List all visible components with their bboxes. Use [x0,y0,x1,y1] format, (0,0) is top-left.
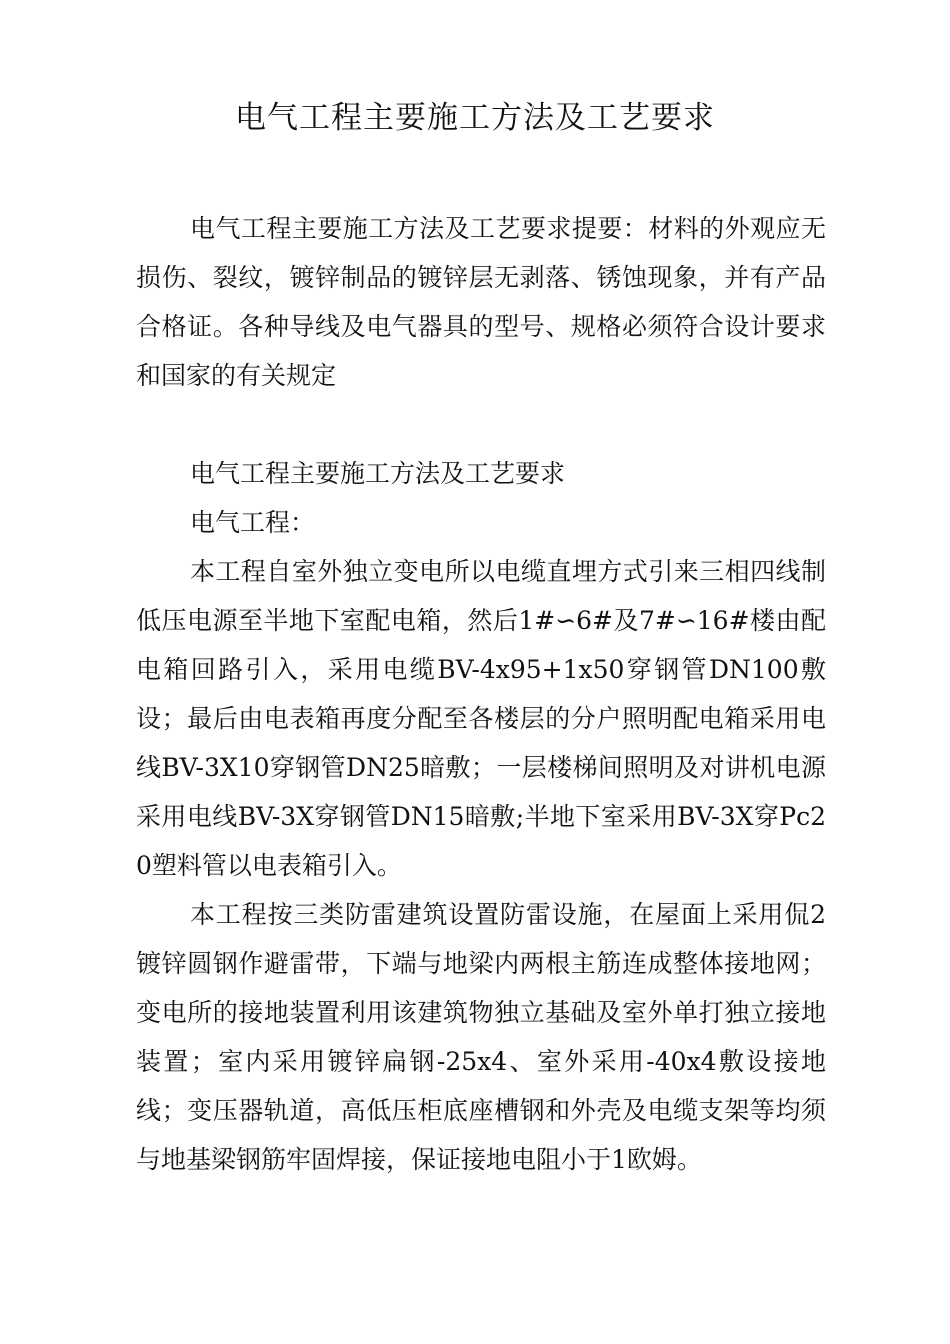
power-supply-paragraph: 本工程自室外独立变电所以电缆直埋方式引来三相四线制低压电源至半地下室配电箱，然后1#∽6#及7#∽16#楼由配电箱回路引入，采用电缆BV-4x95+1x50穿钢管DN100敷设；最后由电表箱再度分配至各楼层的分户照明配电箱采用电线BV-3X10穿钢管DN25暗敷；一层楼梯间照明及对讲机电源采用电线BV-3X穿钢管DN15暗敷;半地下室采用BV-3X穿Pc20塑料管以电表箱引入。 [136,557,826,880]
section-heading: 电气工程主要施工方法及工艺要求 [190,459,566,488]
summary-paragraph: 电气工程主要施工方法及工艺要求提要：材料的外观应无损伤、裂纹，镀锌制品的镀锌层无剥落、锈蚀现象，并有产品合格证。各种导线及电气器具的型号、规格必须符合设计要求和国家的有关规定 [136,214,826,390]
lightning-protection-paragraph: 本工程按三类防雷建筑设置防雷设施，在屋面上采用侃2镀锌圆钢作避雷带，下端与地梁内两根主筋连成整体接地网；变电所的接地装置利用该建筑物独立基础及室外单打独立接地装置；室内采用镀锌扁钢-25x4、室外采用-40x4敷设接地线；变压器轨道，高低压柜底座槽钢和外壳及电缆支架等均须与地基梁钢筋牢固焊接，保证接地电阻小于1欧姆。 [136,900,826,1174]
subsection-heading: 电气工程： [190,508,316,537]
document-title: 电气工程主要施工方法及工艺要求 [235,100,715,136]
document-body [136,204,826,1184]
